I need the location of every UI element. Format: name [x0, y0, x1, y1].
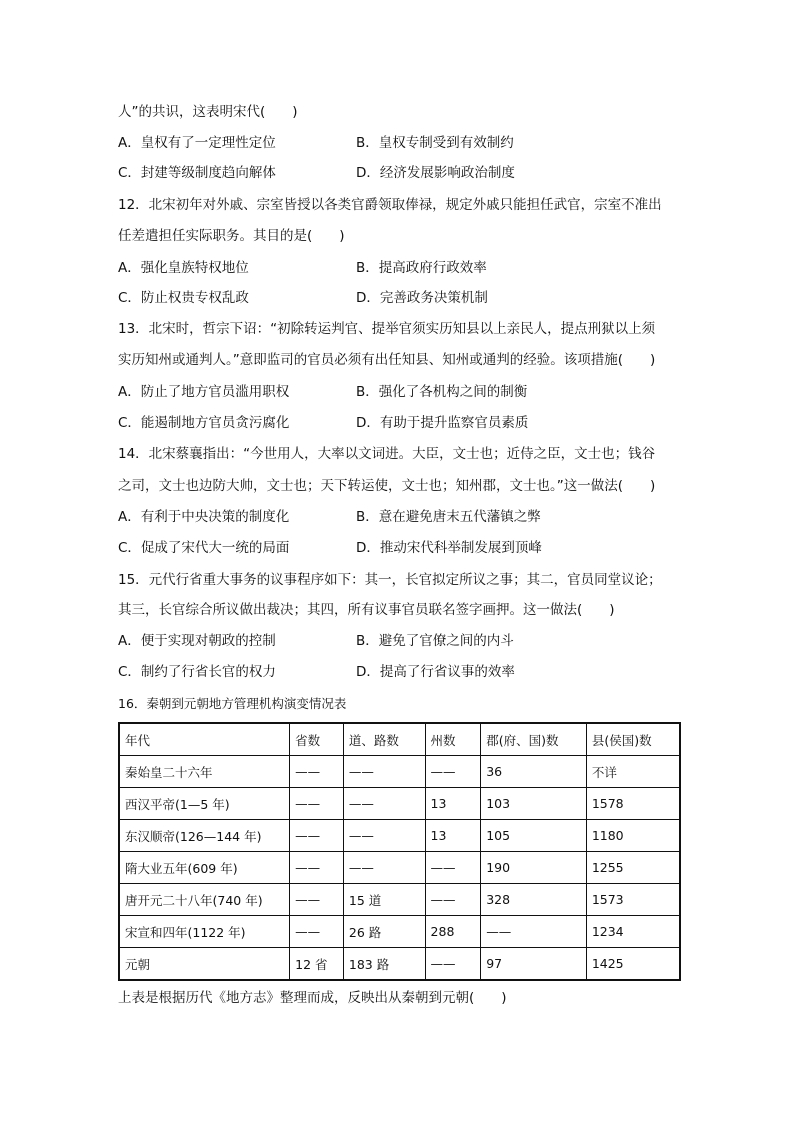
table-cell: ——	[343, 756, 425, 788]
table-cell: 唐开元二十八年(740 年)	[119, 884, 290, 916]
table-header-row	[119, 723, 680, 756]
q12-stem-line-1: 12．北宋初年对外戚、宗室皆授以各类官爵领取俸禄，规定外戚只能担任武官，宗室不准出	[118, 197, 662, 213]
table-cell: 97	[481, 948, 587, 981]
table-cell: 秦始皇二十六年	[119, 756, 290, 788]
q13-stem-line-1: 13．北宋时，哲宗下诏：“初除转运判官、提举官须实历知县以上亲民人，提点刑狱以上须	[118, 321, 656, 337]
table-cell: 隋大业五年(609 年)	[119, 852, 290, 884]
table-cell: 宋宣和四年(1122 年)	[119, 916, 290, 948]
q14-stem-line-2: 之司，文士也边防大帅，文士也；天下转运使，文士也；知州郡，文士也。”这一做法( )	[118, 478, 656, 494]
q13-option-b: B．强化了各机构之间的制衡	[356, 384, 528, 400]
table-cell: ——	[425, 756, 481, 788]
table-cell: 13	[425, 820, 481, 852]
q11-option-b: B．皇权专制受到有效制约	[356, 135, 514, 151]
q13-option-d: D．有助于提升监察官员素质	[356, 415, 529, 431]
table-cell: 105	[481, 820, 587, 852]
q15-stem-line-1: 15．元代行省重大事务的议事程序如下：其一，长官拟定所议之事；其二，官员同堂议论；	[118, 572, 662, 588]
table-cell: 12 省	[290, 948, 344, 981]
q16-stem-after-table: 上表是根据历代《地方志》整理而成，反映出从秦朝到元朝( )	[118, 990, 507, 1006]
q13-stem-line-2: 实历知州或通判人。”意即监司的官员必须有出任知县、知州或通判的经验。该项措施( )	[118, 352, 656, 368]
table-cell: ——	[425, 884, 481, 916]
q15-option-b: B．避免了官僚之间的内斗	[356, 633, 514, 649]
header-cell: 县(侯国)数	[586, 723, 680, 756]
q14-option-c: C．促成了宋代大一统的局面	[118, 540, 290, 556]
header-cell: 年代	[119, 723, 290, 756]
table-row	[119, 852, 680, 884]
admin-evolution-table	[118, 722, 681, 981]
table-cell: 26 路	[343, 916, 425, 948]
table-row	[119, 756, 680, 788]
q11-option-c: C．封建等级制度趋向解体	[118, 165, 276, 181]
header-cell: 省数	[290, 723, 344, 756]
table-cell: ——	[290, 852, 344, 884]
table-cell: 1180	[586, 820, 680, 852]
table-cell: 不详	[586, 756, 680, 788]
table-cell: 288	[425, 916, 481, 948]
table-cell: 1578	[586, 788, 680, 820]
q12-option-b: B．提高政府行政效率	[356, 260, 487, 276]
q12-stem-line-2: 任差遣担任实际职务。其目的是( )	[118, 228, 345, 244]
table-row	[119, 884, 680, 916]
table-cell: ——	[290, 756, 344, 788]
table-cell: 1255	[586, 852, 680, 884]
q13-option-c: C．能遏制地方官员贪污腐化	[118, 415, 290, 431]
table-cell: ——	[343, 852, 425, 884]
table-cell: 东汉顺帝(126—144 年)	[119, 820, 290, 852]
table-cell: ——	[425, 948, 481, 981]
q14-stem-line-1: 14．北宋蔡襄指出：“今世用人，大率以文词进。大臣，文士也；近侍之臣，文士也；钱谷	[118, 446, 656, 462]
table-cell: ——	[290, 788, 344, 820]
q14-option-b: B．意在避免唐末五代藩镇之弊	[356, 509, 541, 525]
q11-option-a: A．皇权有了一定理性定位	[118, 135, 276, 151]
q15-option-a: A．便于实现对朝政的控制	[118, 633, 276, 649]
header-cell: 郡(府、国)数	[481, 723, 587, 756]
table-row	[119, 820, 680, 852]
table-row	[119, 916, 680, 948]
table-cell: ——	[481, 916, 587, 948]
q11-option-d: D．经济发展影响政治制度	[356, 165, 515, 181]
table-cell: 190	[481, 852, 587, 884]
table-cell: ——	[290, 820, 344, 852]
q15-stem-line-2: 其三，长官综合所议做出裁决；其四，所有议事官员联名签字画押。这一做法( )	[118, 602, 615, 618]
header-cell: 道、路数	[343, 723, 425, 756]
q13-option-a: A．防止了地方官员滥用职权	[118, 384, 290, 400]
table-cell: 13	[425, 788, 481, 820]
table-cell: 1573	[586, 884, 680, 916]
table-cell: ——	[290, 916, 344, 948]
table-cell: 328	[481, 884, 587, 916]
q12-option-d: D．完善政务决策机制	[356, 290, 488, 306]
q12-option-c: C．防止权贵专权乱政	[118, 290, 249, 306]
table-cell: 103	[481, 788, 587, 820]
table-cell: 36	[481, 756, 587, 788]
header-cell: 州数	[425, 723, 481, 756]
table-cell: ——	[290, 884, 344, 916]
table-cell: 元朝	[119, 948, 290, 981]
table-cell: 西汉平帝(1—5 年)	[119, 788, 290, 820]
table-cell: 1234	[586, 916, 680, 948]
question-11-stem-end: 人”的共识，这表明宋代( )	[118, 104, 298, 120]
q14-option-d: D．推动宋代科举制发展到顶峰	[356, 540, 542, 556]
table-cell: 1425	[586, 948, 680, 981]
table-cell: 15 道	[343, 884, 425, 916]
table-cell: 183 路	[343, 948, 425, 981]
table-cell: ——	[343, 820, 425, 852]
table-cell: ——	[343, 788, 425, 820]
q14-option-a: A．有利于中央决策的制度化	[118, 509, 290, 525]
table-row	[119, 788, 680, 820]
table-row	[119, 948, 680, 981]
q15-option-c: C．制约了行省长官的权力	[118, 664, 276, 680]
q12-option-a: A．强化皇族特权地位	[118, 260, 249, 276]
table-cell: ——	[425, 852, 481, 884]
q15-option-d: D．提高了行省议事的效率	[356, 664, 515, 680]
q16-table-title: 16．秦朝到元朝地方管理机构演变情况表	[118, 696, 347, 711]
